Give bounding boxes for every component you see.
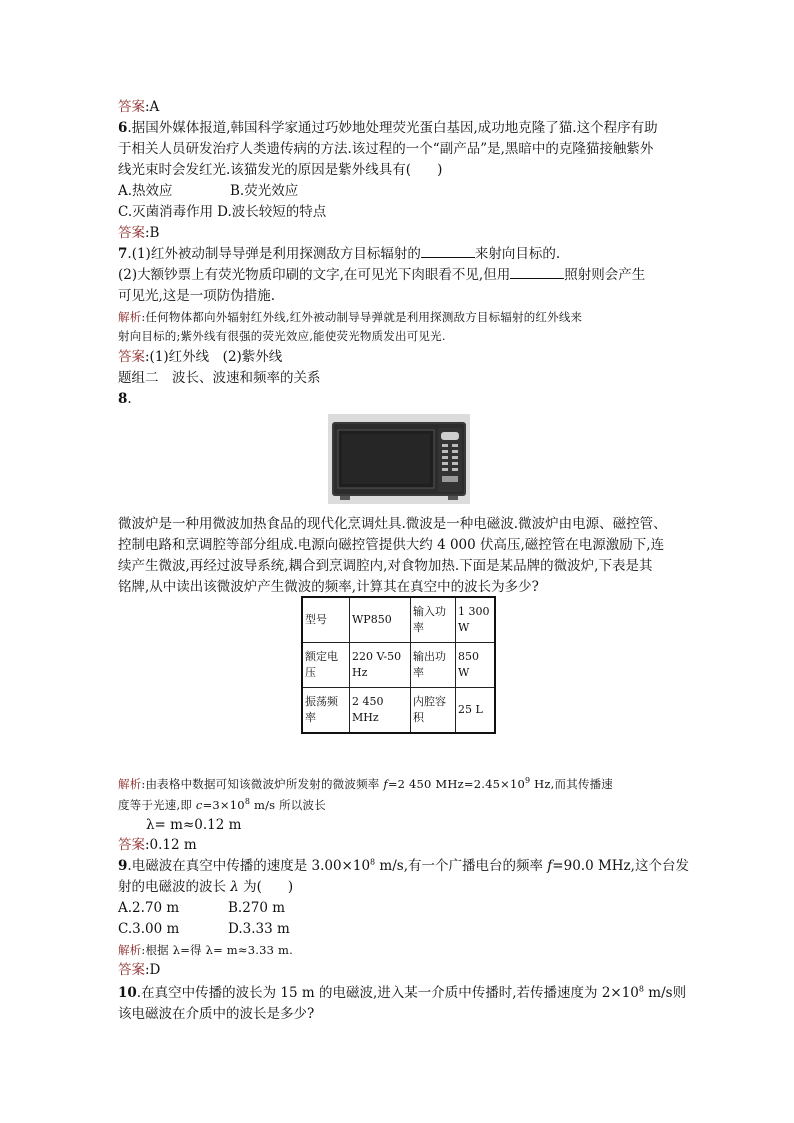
q6-line1: 6.据国外媒体报道,韩国科学家通过巧妙地处理荧光蛋白基因,成功地克隆了猫.这个程序有助 (118, 120, 658, 136)
answer-blank (421, 244, 475, 258)
option-a: A.热效应 (118, 183, 173, 199)
table-cell: 25 L (456, 688, 496, 734)
option-d: D.3.33 m (228, 921, 290, 937)
answer-label: 答案 (118, 99, 145, 115)
q7-answer: 答案:(1)红外线 (2)紫外线 (118, 349, 283, 365)
q5-answer: 答案:A (118, 99, 160, 115)
q7-solution-2: 射向目标的;紫外线有很强的荧光效应,能使荧光物质发出可见光. (118, 329, 446, 343)
option-c: C.3.00 m (118, 921, 180, 937)
q6-line2: 于相关人员研发治疗人类遗传病的方法.该过程的一个“副产品”是,黑暗中的克隆猫接触紫外 (118, 141, 654, 157)
q7-line2: (2)大额钞票上有荧光物质印刷的文字,在可见光下肉眼看不见,但用 照射则会产生 (118, 267, 646, 283)
q9-line1: 9.电磁波在真空中传播的速度是 $3.00\times 10^8$ m/s,有一个广播电台的频率 f=90.0 MHz,这个台发 (118, 857, 689, 874)
q7-solution-1: 解析:任何物体都向外辐射红外线,红外被动制导导弹就是利用探测敌方目标辐射的红外线来 (118, 310, 583, 324)
question-number: 6 (118, 120, 128, 136)
q6-line3: 线光束时会发红光.该猫发光的原因是紫外线具有( ) (118, 162, 443, 178)
table-cell: 输入功率 (411, 597, 456, 643)
table-cell: 输出功率 (411, 643, 456, 688)
table-row (302, 643, 495, 688)
q9-options-ab (118, 898, 286, 918)
option-c: C.灭菌消毒作用 (118, 204, 214, 220)
answer-blank (510, 265, 564, 279)
option-a: A.2.70 m (118, 900, 180, 916)
q9-line2: 射的电磁波的波长 λ 为( ) (118, 879, 294, 895)
table-cell: 振荡频率 (302, 688, 350, 734)
q8-para-2: 控制电路和烹调腔等部分组成.电源向磁控管提供大约 4 000 伏高压,磁控管在电源激励下,连 (118, 537, 665, 553)
q9-options-cd (118, 919, 290, 939)
table-cell: 850 W (456, 643, 496, 688)
table-cell: 型号 (302, 597, 350, 643)
q6-options-ab (118, 181, 299, 201)
q9-answer: 答案:D (118, 962, 161, 978)
q8-para-1: 微波炉是一种用微波加热食品的现代化烹调灶具.微波是一种电磁波.微波炉由电源、磁控管、 (118, 516, 667, 532)
q6-answer: 答案:B (118, 225, 160, 241)
q8-solution-2: 度等于光速,即 $c=3\times 10^8$ m/s 所以波长 (118, 797, 326, 812)
table-cell: 2 450 MHz (350, 688, 411, 734)
q7-line1: 7.(1)红外被动制导导弹是利用探测敌方目标辐射的 来射向目标的. (118, 246, 561, 262)
nameplate-table (301, 596, 496, 734)
q10-line2: 该电磁波在介质中的波长是多少? (118, 1006, 315, 1022)
q8-formula: λ= m≈0.12 m (146, 817, 242, 833)
microwave-oven-icon (328, 414, 470, 504)
group-heading: 题组二 波长、波速和频率的关系 (118, 370, 321, 386)
table-cell: WP850 (350, 597, 411, 643)
table-cell: 额定电压 (302, 643, 350, 688)
q10-line1: 10.在真空中传播的波长为 15 m 的电磁波,进入某一介质中传播时,若传播速度为 $2\times 10^8$ m/s则 (118, 984, 687, 1001)
q8-para-4: 铭牌,从中读出该微波炉产生微波的频率,计算其在真空中的波长为多少? (118, 579, 539, 595)
option-b: B.270 m (228, 900, 286, 916)
table-row (302, 597, 495, 643)
answer-label: 答案 (118, 349, 145, 365)
q8-solution-1: 解析:由表格中数据可知该微波炉所发射的微波频率 f=2 450 $MHz=2.45\times 10^9$ Hz,而其传播速 (118, 776, 613, 791)
answer-label: 答案 (118, 225, 145, 241)
q8-number: 8. (118, 391, 132, 407)
solution-label: 解析 (118, 777, 142, 791)
option-d: D.波长较短的特点 (217, 204, 327, 220)
table-cell: 220 V-50 Hz (350, 643, 411, 688)
q8-answer: 答案:0.12 m (118, 837, 197, 853)
q9-solution: 解析:根据 λ=得 λ= m≈3.33 m. (118, 943, 293, 957)
question-number: 7 (118, 246, 128, 262)
answer-label: 答案 (118, 837, 145, 853)
q6-options-cd (118, 202, 326, 222)
question-number: 8 (118, 391, 128, 407)
table-row (302, 688, 495, 734)
microwave-oven-photo (328, 414, 470, 504)
table-cell: 内腔容积 (411, 688, 456, 734)
solution-label: 解析 (118, 943, 142, 957)
question-number: 9 (118, 858, 128, 874)
q8-para-3: 续产生微波,再经过波导系统,耦合到烹调腔内,对食物加热.下面是某品牌的微波炉,下表是其 (118, 558, 653, 574)
solution-label: 解析 (118, 310, 142, 324)
q7-line3: 可见光,这是一项防伪措施. (118, 288, 276, 304)
answer-label: 答案 (118, 962, 145, 978)
table-cell: 1 300 W (456, 597, 496, 643)
option-b: B.荧光效应 (230, 183, 299, 199)
question-number: 10 (118, 985, 137, 1001)
